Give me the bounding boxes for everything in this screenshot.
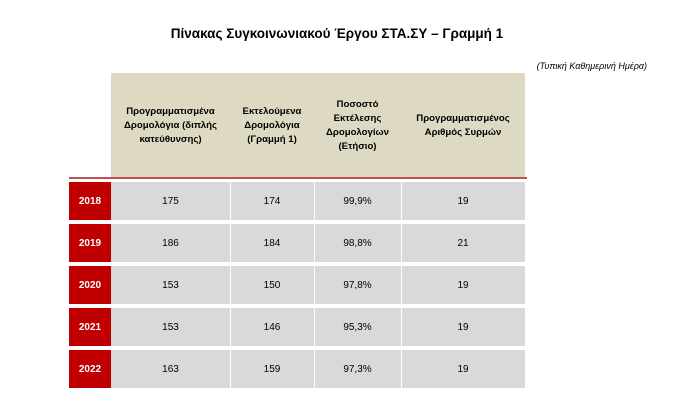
scheduled-cell: 186 <box>111 224 230 262</box>
column-divider <box>401 224 402 262</box>
executed-cell: 146 <box>230 308 314 346</box>
year-cell: 2022 <box>69 350 111 388</box>
column-divider <box>401 308 402 346</box>
trains-cell: 19 <box>401 350 525 388</box>
executed-cell: 159 <box>230 350 314 388</box>
column-divider <box>314 308 315 346</box>
column-divider <box>230 182 231 220</box>
percent-cell: 95,3% <box>314 308 401 346</box>
trains-cell: 21 <box>401 224 525 262</box>
year-cell: 2020 <box>69 266 111 304</box>
column-divider <box>230 350 231 388</box>
header-scheduled-routes-label: Προγραμματισμένα Δρομολόγια (διπλής κατεύθυνσης) <box>124 105 217 145</box>
executed-cell: 150 <box>230 266 314 304</box>
scheduled-cell: 163 <box>111 350 230 388</box>
column-divider <box>401 350 402 388</box>
table-title: Πίνακας Συγκοινωνιακού Έργου ΣΤΑ.ΣΥ – Γραμμή 1 <box>170 26 504 41</box>
scheduled-cell: 153 <box>111 308 230 346</box>
header-trains-count <box>401 73 525 178</box>
column-divider <box>230 266 231 304</box>
table-row <box>69 224 525 262</box>
year-cell: 2019 <box>69 224 111 262</box>
column-divider <box>401 266 402 304</box>
table-row <box>69 266 525 304</box>
table-row <box>69 308 525 346</box>
table-row <box>69 350 525 388</box>
scheduled-cell: 153 <box>111 266 230 304</box>
column-divider <box>314 182 315 220</box>
column-divider <box>314 266 315 304</box>
column-divider <box>314 350 315 388</box>
percent-cell: 99,9% <box>314 182 401 220</box>
percent-cell: 97,8% <box>314 266 401 304</box>
executed-cell: 184 <box>230 224 314 262</box>
table-subtitle: (Τυπική Καθημερινή Ημέρα) <box>536 61 647 71</box>
column-divider <box>230 224 231 262</box>
year-cell: 2021 <box>69 308 111 346</box>
trains-cell: 19 <box>401 182 525 220</box>
column-divider <box>314 224 315 262</box>
header-executed-routes-label: Εκτελούμενα Δρομολόγια (Γραμμή 1) <box>242 105 302 145</box>
percent-cell: 97,3% <box>314 350 401 388</box>
percent-cell: 98,8% <box>314 224 401 262</box>
executed-cell: 174 <box>230 182 314 220</box>
table-row <box>69 182 525 220</box>
trains-cell: 19 <box>401 266 525 304</box>
year-cell: 2018 <box>69 182 111 220</box>
header-trains-count-label: Προγραμματισμένος Αριθμός Συρμών <box>416 112 510 138</box>
column-divider <box>230 308 231 346</box>
scheduled-cell: 175 <box>111 182 230 220</box>
header-execution-percent <box>314 73 401 178</box>
column-divider <box>401 182 402 220</box>
header-scheduled-routes <box>111 73 230 178</box>
header-executed-routes <box>230 73 314 178</box>
trains-cell: 19 <box>401 308 525 346</box>
header-execution-percent-label: Ποσοστό Εκτέλεσης Δρομολογίων (Ετήσιο) <box>326 98 389 152</box>
